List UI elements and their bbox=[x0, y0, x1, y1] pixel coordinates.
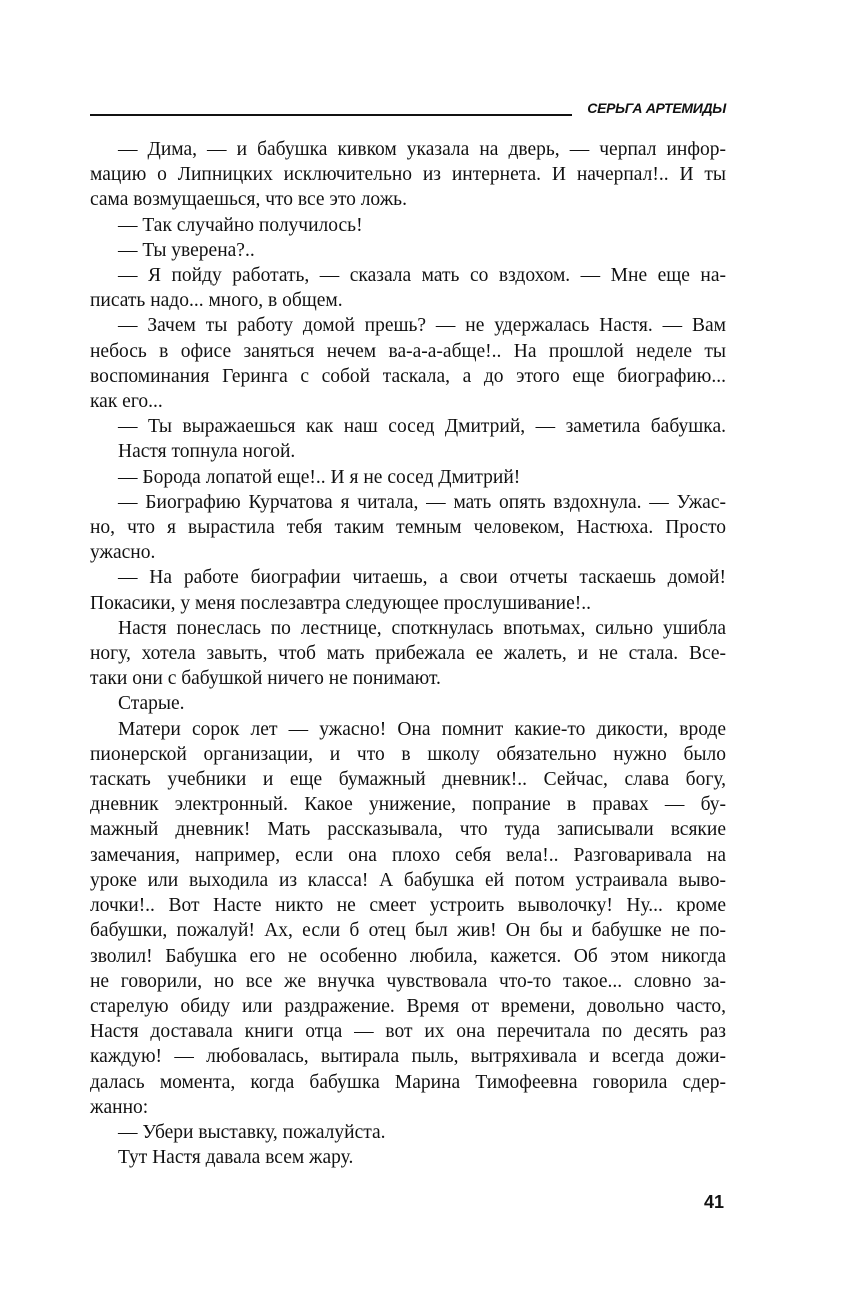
text-line: Покасики, у меня послезавтра следующее прослушивание!.. bbox=[90, 592, 591, 614]
text-line: лочки!.. Вот Насте никто не смеет устроить выволочку! Ну... кроме bbox=[90, 895, 726, 917]
text-line: — Зачем ты работу домой прешь? — не удержалась Настя. — Вам bbox=[118, 315, 726, 337]
text-line: таки они с бабушкой ничего не понимают. bbox=[90, 668, 441, 690]
text-line: — Я пойду работать, — сказала мать со вздохом. — Мне еще на- bbox=[118, 265, 726, 287]
text-line: небось в офисе заняться нечем ва-а-а-абще!.. На прошлой неделе ты bbox=[90, 340, 726, 362]
text-line: жанно: bbox=[90, 1096, 149, 1118]
text-line: — Ты выражаешься как наш сосед Дмитрий, — заметила бабушка. bbox=[118, 416, 726, 438]
page-number: 41 bbox=[703, 1192, 724, 1212]
text-line: каждую! — любовалась, вытирала пыль, вытряхивала и всегда дожи- bbox=[90, 1046, 726, 1068]
text-line: как его... bbox=[90, 391, 163, 413]
text-line: старелую обиду или раздражение. Время от времени, довольно часто, bbox=[90, 995, 726, 1017]
text-line: зволил! Бабушка его не особенно любила, кажется. Об этом никогда bbox=[90, 945, 726, 967]
text-line: Настя доставала книги отца — вот их она перечитала по десять раз bbox=[90, 1021, 726, 1043]
text-line: мацию о Липницких исключительно из интернета. И начерпал!.. И ты bbox=[90, 164, 726, 186]
text-line: ужасно. bbox=[90, 542, 156, 564]
text-line: — Так случайно получилось! bbox=[118, 214, 363, 236]
text-line: таскать учебники и еще бумажный дневник!.. Сейчас, слава богу, bbox=[90, 769, 726, 791]
text-line: — Ты уверена?.. bbox=[118, 239, 255, 261]
text-line: Старые. bbox=[118, 693, 185, 715]
text-line: воспоминания Геринга с собой таскала, а до этого еще биографию... bbox=[90, 365, 726, 387]
text-line: пионерской организации, и что в школу обязательно нужно было bbox=[90, 743, 726, 765]
text-line: бабушки, пожалуй! Ах, если б отец был жив! Он бы и бабушке не по- bbox=[90, 920, 726, 942]
header-rule bbox=[90, 114, 572, 116]
text-line: уроке или выходила из класса! А бабушка ей потом устраивала выво- bbox=[90, 869, 726, 891]
text-line: дневник электронный. Какое унижение, попрание в правах — бу- bbox=[90, 794, 726, 816]
text-line: — Дима, — и бабушка кивком указала на дверь, — черпал инфор- bbox=[118, 139, 726, 160]
text-line: но, что я вырастила тебя таким темным человеком, Настюха. Просто bbox=[90, 517, 726, 539]
text-line: далась момента, когда бабушка Марина Тимофеевна говорила сдер- bbox=[90, 1071, 726, 1093]
text-line: не говорили, но все же внучка чувствовала что-то такое... словно за- bbox=[90, 970, 726, 992]
text-line: Тут Настя давала всем жару. bbox=[118, 1147, 354, 1169]
text-line: мажный дневник! Мать рассказывала, что туда записывали всякие bbox=[90, 819, 726, 841]
body-text bbox=[90, 137, 726, 1170]
text-line: сама возмущаешься, что все это ложь. bbox=[90, 189, 407, 211]
text-line: писать надо... много, в общем. bbox=[90, 290, 343, 312]
text-line: — Борода лопатой еще!.. И я не сосед Дмитрий! bbox=[118, 466, 521, 488]
text-line: замечания, например, если она плохо себя вела!.. Разговаривала на bbox=[90, 844, 726, 866]
text-line: Настя топнула ногой. bbox=[118, 441, 296, 463]
text-line: — Убери выставку, пожалуйста. bbox=[118, 1121, 386, 1143]
text-line: — Биографию Курчатова я читала, — мать опять вздохнула. — Ужас- bbox=[118, 491, 726, 513]
running-title: СЕРЬГА АРТЕМИДЫ bbox=[587, 100, 726, 116]
text-line: — На работе биографии читаешь, а свои отчеты таскаешь домой! bbox=[118, 567, 726, 589]
text-line: Матери сорок лет — ужасно! Она помнит какие-то дикости, вроде bbox=[118, 718, 726, 740]
text-line: Настя понеслась по лестнице, споткнулась впотьмах, сильно ушибла bbox=[118, 617, 726, 639]
text-line: ногу, хотела завыть, чтоб мать прибежала ее жалеть, и не стала. Все- bbox=[90, 643, 726, 665]
